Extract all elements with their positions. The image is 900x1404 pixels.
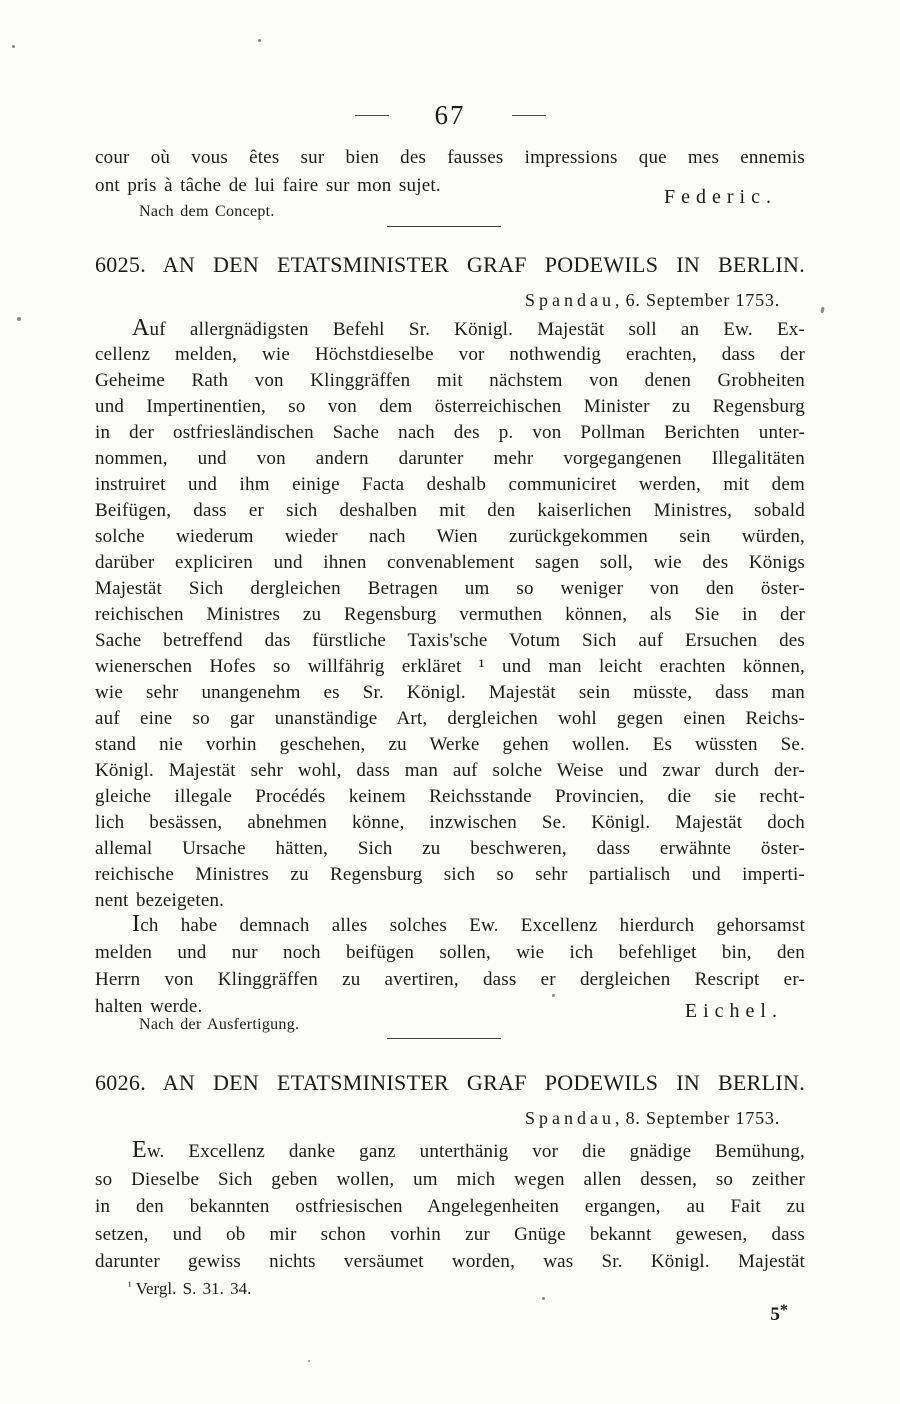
text-line: Geheime Rath von Klinggräffen mit nächstem von denen Grobheiten: [95, 370, 805, 391]
letter-heading-6026: [95, 1070, 805, 1096]
text-line: reichische Ministres zu Regensburg sich so sehr partialisch und imperti-: [95, 864, 805, 885]
signature-eichel: Eichel.: [684, 1000, 783, 1022]
text-line: in den bekannten ostfriesischen Angelegenheiten ergangen, au Fait zu: [95, 1196, 805, 1218]
text-line: in der ostfriesländischen Sache nach des p. von Pollman Berichten unter-: [95, 422, 805, 443]
letter-title: AN DEN ETATSMINISTER GRAF PODEWILS IN BERLIN.: [162, 252, 805, 277]
dateline-date: , 6. September 1753.: [615, 290, 780, 310]
text-line: darüber expliciren und ihnen convenablement sagen soll, wie des Königs: [95, 552, 805, 573]
footnote-text: Vergl. S. 31. 34.: [135, 1279, 252, 1298]
text-line: ont pris à tâche de lui faire sur mon sujet.: [95, 175, 441, 196]
footnote: [128, 1279, 251, 1299]
scan-speck: [308, 1360, 310, 1362]
text-line: instruiret und ihm einige Facta deshalb communiciret werden, mit dem: [95, 474, 805, 495]
letter-title: AN DEN ETATSMINISTER GRAF PODEWILS IN BERLIN.: [162, 1070, 805, 1095]
text-line: gleiche illegale Procédés keinem Reichsstande Provincien, die sie recht-: [95, 786, 805, 807]
text-line: und Impertinentien, so von dem österreichischen Minister zu Regensburg: [95, 396, 805, 417]
scan-speck: [820, 307, 824, 314]
text-line: darunter gewiss nichts versäumet worden, was Sr. Königl. Majestät: [95, 1251, 805, 1273]
text-line: so Dieselbe Sich geben wollen, um mich wegen allen dessen, so zeither: [95, 1168, 805, 1190]
scan-speck: [258, 39, 261, 42]
text-line: lich besässen, abnehmen könne, inzwischen Se. Königl. Majestät doch: [95, 812, 805, 833]
text-line: Beifügen, dass er sich deshalben mit den kaiserlichen Ministres, sobald: [95, 500, 805, 521]
scan-speck: [542, 1297, 545, 1300]
signature-federic: Federic.: [664, 186, 777, 208]
dateline-6026: [525, 1108, 780, 1129]
letter-6026-paragraph-1: [95, 1138, 805, 1276]
text-line: cour où vous êtes sur bien des fausses impressions que mes ennemis: [95, 147, 805, 168]
scan-speck: [12, 45, 15, 48]
text-line: Königl. Majestät sehr wohl, dass man auf solche Weise und zwar durch der-: [95, 760, 805, 781]
text-line: Ich habe demnach alles solches Ew. Excellenz hierdurch gehorsamst: [132, 911, 805, 937]
text-line: reichischen Ministres zu Regensburg vermuthen können, als Sie in der: [95, 604, 805, 625]
section-divider: [387, 226, 501, 227]
dateline-6025: [525, 290, 780, 311]
dateline-date: , 8. September 1753.: [615, 1108, 780, 1128]
text-line: solche wiederum wieder nach Wien zurückgekommen sein würden,: [95, 526, 805, 547]
page-number-dash-right: [512, 115, 546, 116]
text-line: melden und nur noch beifügen sollen, wie ich befehliget bin, den: [95, 942, 805, 963]
text-line: Majestät Sich dergleichen Betragen um so weniger von den öster-: [95, 578, 805, 599]
source-note-ausfertigung: Nach der Ausfertigung.: [139, 1016, 300, 1033]
scan-speck: [552, 994, 555, 997]
text-line: cellenz melden, wie Höchstdieselbe vor nothwendig erachten, dass der: [95, 344, 805, 365]
text-line: halten werde.: [95, 996, 203, 1017]
text-line: Auf allergnädigsten Befehl Sr. Königl. Majestät soll an Ew. Ex-: [132, 315, 805, 341]
text-line: wie sehr unangenehm es Sr. Königl. Majestät sein müsste, dass man: [95, 682, 805, 703]
page-header: [95, 100, 805, 131]
asterisk: *: [779, 1302, 788, 1319]
page-number-dash-left: [355, 115, 389, 116]
scan-speck: [17, 317, 21, 321]
text-line: setzen, und ob mir schon vorhin zur Gnüge bekannt gewesen, dass: [95, 1223, 805, 1245]
letter-number: 6026.: [95, 1070, 146, 1095]
sheet-number: 5: [770, 1304, 780, 1325]
text-line: nent bezeigeten.: [95, 890, 225, 911]
text-line: auf eine so gar unanständige Art, dergleichen wohl gegen einen Reichs-: [95, 708, 805, 729]
letter-6025-paragraph-1: [95, 316, 805, 914]
footnote-marker: ¹: [128, 1279, 132, 1293]
section-divider: [387, 1038, 501, 1039]
text-line-with-footnote-ref: wienerschen Hofes so willfährig erkläret ¹ und man leicht erachten können,: [95, 656, 805, 677]
text-line: Ew. Excellenz danke ganz unterthänig vor die gnädige Bemühung,: [132, 1137, 805, 1163]
letter-number: 6025.: [95, 252, 146, 277]
text-line: Sache betreffend das fürstliche Taxis'sche Votum Sich auf Ersuchen des: [95, 630, 805, 651]
dateline-place: Spandau: [525, 290, 616, 310]
sheet-signature-mark: [770, 1302, 788, 1326]
text-line: stand nie vorhin geschehen, zu Werke gehen wollen. Es wüssten Se.: [95, 734, 805, 755]
text-line: Herrn von Klinggräffen zu avertiren, dass er dergleichen Rescript er-: [95, 969, 805, 990]
text-line: nommen, und von andern darunter mehr vorgegangenen Illegalitäten: [95, 448, 805, 469]
text-column: [95, 0, 805, 1404]
source-note-concept: Nach dem Concept.: [139, 203, 275, 220]
text-line: allemal Ursache hätten, Sich zu beschweren, dass erwähnte öster-: [95, 838, 805, 859]
page-number: 67: [434, 100, 466, 130]
letter-heading-6025: [95, 252, 805, 278]
dateline-place: Spandau: [525, 1108, 616, 1128]
